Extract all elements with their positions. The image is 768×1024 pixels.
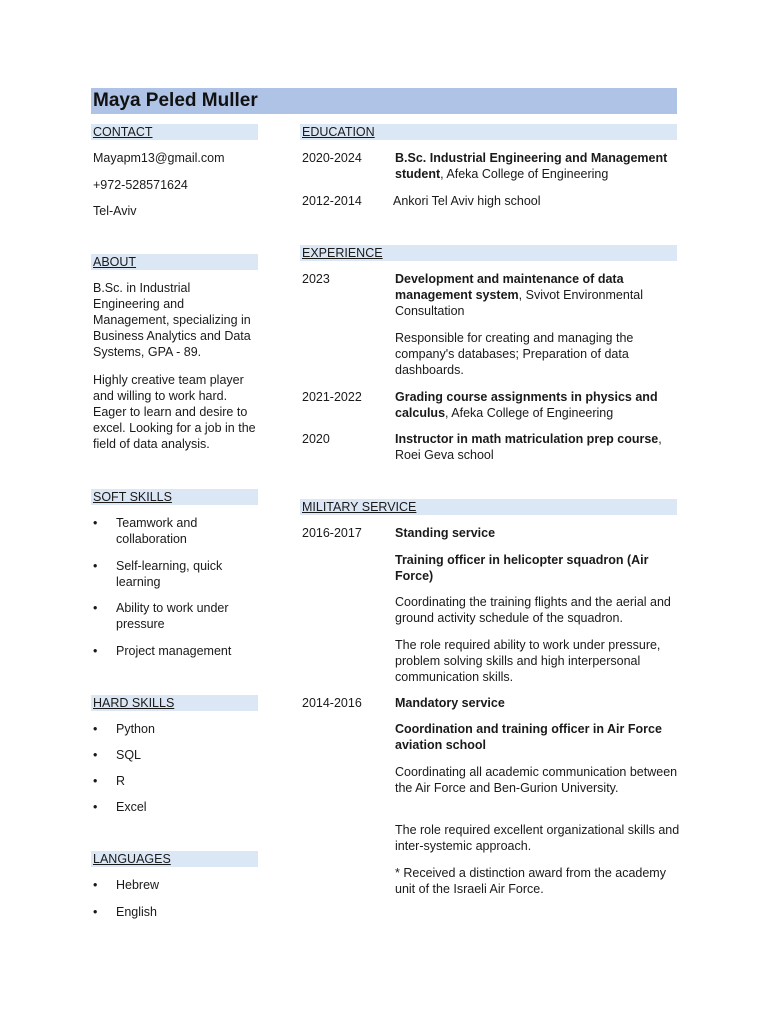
contact-email: Mayapm13@gmail.com [93,151,225,165]
skill-text: Python [116,722,155,736]
bullet-icon: • [93,722,98,736]
bullet-icon: • [93,905,98,919]
candidate-name: Maya Peled Muller [93,90,258,111]
entry-years: 2014-2016 [302,696,362,710]
entry-years: 2020-2024 [302,151,362,165]
about-paragraph: Highly creative team player and willing to work hard. Eager to learn and desire to excel. Looking for a job in the field of data analysis. [93,373,256,451]
skill-text: R [116,774,126,788]
entry-role [395,552,680,584]
bullet-icon: • [93,559,98,573]
bullet-icon: • [93,878,98,892]
soft-skills-section-header [91,489,258,505]
about-paragraph: B.Sc. in Industrial Engineering and Management, specializing in Business Analytics and Data Systems, GPA - 89. [93,281,251,359]
entry-detail: The role required ability to work under pressure, problem solving skills and high interpersonal communication skills. [395,638,661,684]
military-section-header [300,499,677,515]
bullet-icon: • [93,800,98,814]
section-title: CONTACT [93,125,153,139]
entry-detail: Coordinating all academic communication between the Air Force and Ben-Gurion University. [395,765,678,795]
entry-heading [395,525,680,541]
about-section-header [91,254,258,270]
entry-detail: The role required excellent organizational skills and inter-systemic approach. [395,823,680,853]
languages-section-header [91,851,258,867]
bullet-icon: • [93,516,98,530]
skill-text: Ability to work under pressure [116,601,229,631]
entry-title: Instructor in math matriculation prep course [395,432,659,446]
entry-org: , Afeka College of Engineering [445,406,614,420]
role-title: Training officer in helicopter squadron (Air Force) [395,553,649,583]
entry-description: Ankori Tel Aviv high school [393,194,541,208]
contact-city: Tel-Aviv [93,204,137,218]
language-text: English [116,905,157,919]
entry-title: Grading course assignments in physics and calculus [395,390,658,420]
entry-detail: * Received a distinction award from the academy unit of the Israeli Air Force. [395,866,666,896]
entry-years: 2012-2014 [302,194,362,208]
bullet-icon: • [93,774,98,788]
entry-org: , Roei Geva school [395,432,662,462]
bullet-icon: • [93,601,98,615]
section-title: EXPERIENCE [302,246,383,260]
entry-title: Development and maintenance of data management system [395,272,624,302]
section-title: SOFT SKILLS [93,490,172,504]
role-title: Coordination and training officer in Air Force aviation school [395,722,662,752]
entry-detail: Responsible for creating and managing the company's databases; Preparation of data dashboards. [395,331,634,377]
bullet-icon: • [93,644,98,658]
entry-role [395,721,680,753]
contact-section-header [91,124,258,140]
entry-years: 2020 [302,432,330,446]
section-title: MILITARY SERVICE [302,500,417,514]
language-text: Hebrew [116,878,160,892]
entry-years: 2016-2017 [302,526,362,540]
service-type: Standing service [395,526,496,540]
hard-skills-section-header [91,695,258,711]
entry-title: B.Sc. Industrial Engineering and Management student [395,151,668,181]
skill-text: Excel [116,800,147,814]
name-header [91,88,677,114]
section-title: LANGUAGES [93,852,171,866]
section-title: EDUCATION [302,125,375,139]
entry-heading [395,695,680,711]
skill-text: Project management [116,644,232,658]
experience-section-header [300,245,677,261]
section-title: ABOUT [93,255,137,269]
section-title: HARD SKILLS [93,696,175,710]
entry-description [395,271,680,319]
entry-description [395,150,680,182]
entry-description [395,389,680,421]
contact-phone: +972-528571624 [93,178,188,192]
entry-detail: Coordinating the training flights and the aerial and ground activity schedule of the squadron. [395,595,671,625]
skill-text: Teamwork and collaboration [116,516,198,546]
entry-description [395,431,680,463]
bullet-icon: • [93,748,98,762]
entry-org: , Svivot Environmental Consultation [395,288,644,318]
education-section-header [300,124,677,140]
skill-text: SQL [116,748,142,762]
entry-years: 2023 [302,272,330,286]
skill-text: Self-learning, quick learning [116,559,223,589]
service-type: Mandatory service [395,696,505,710]
entry-years: 2021-2022 [302,390,362,404]
entry-org: , Afeka College of Engineering [440,167,609,181]
